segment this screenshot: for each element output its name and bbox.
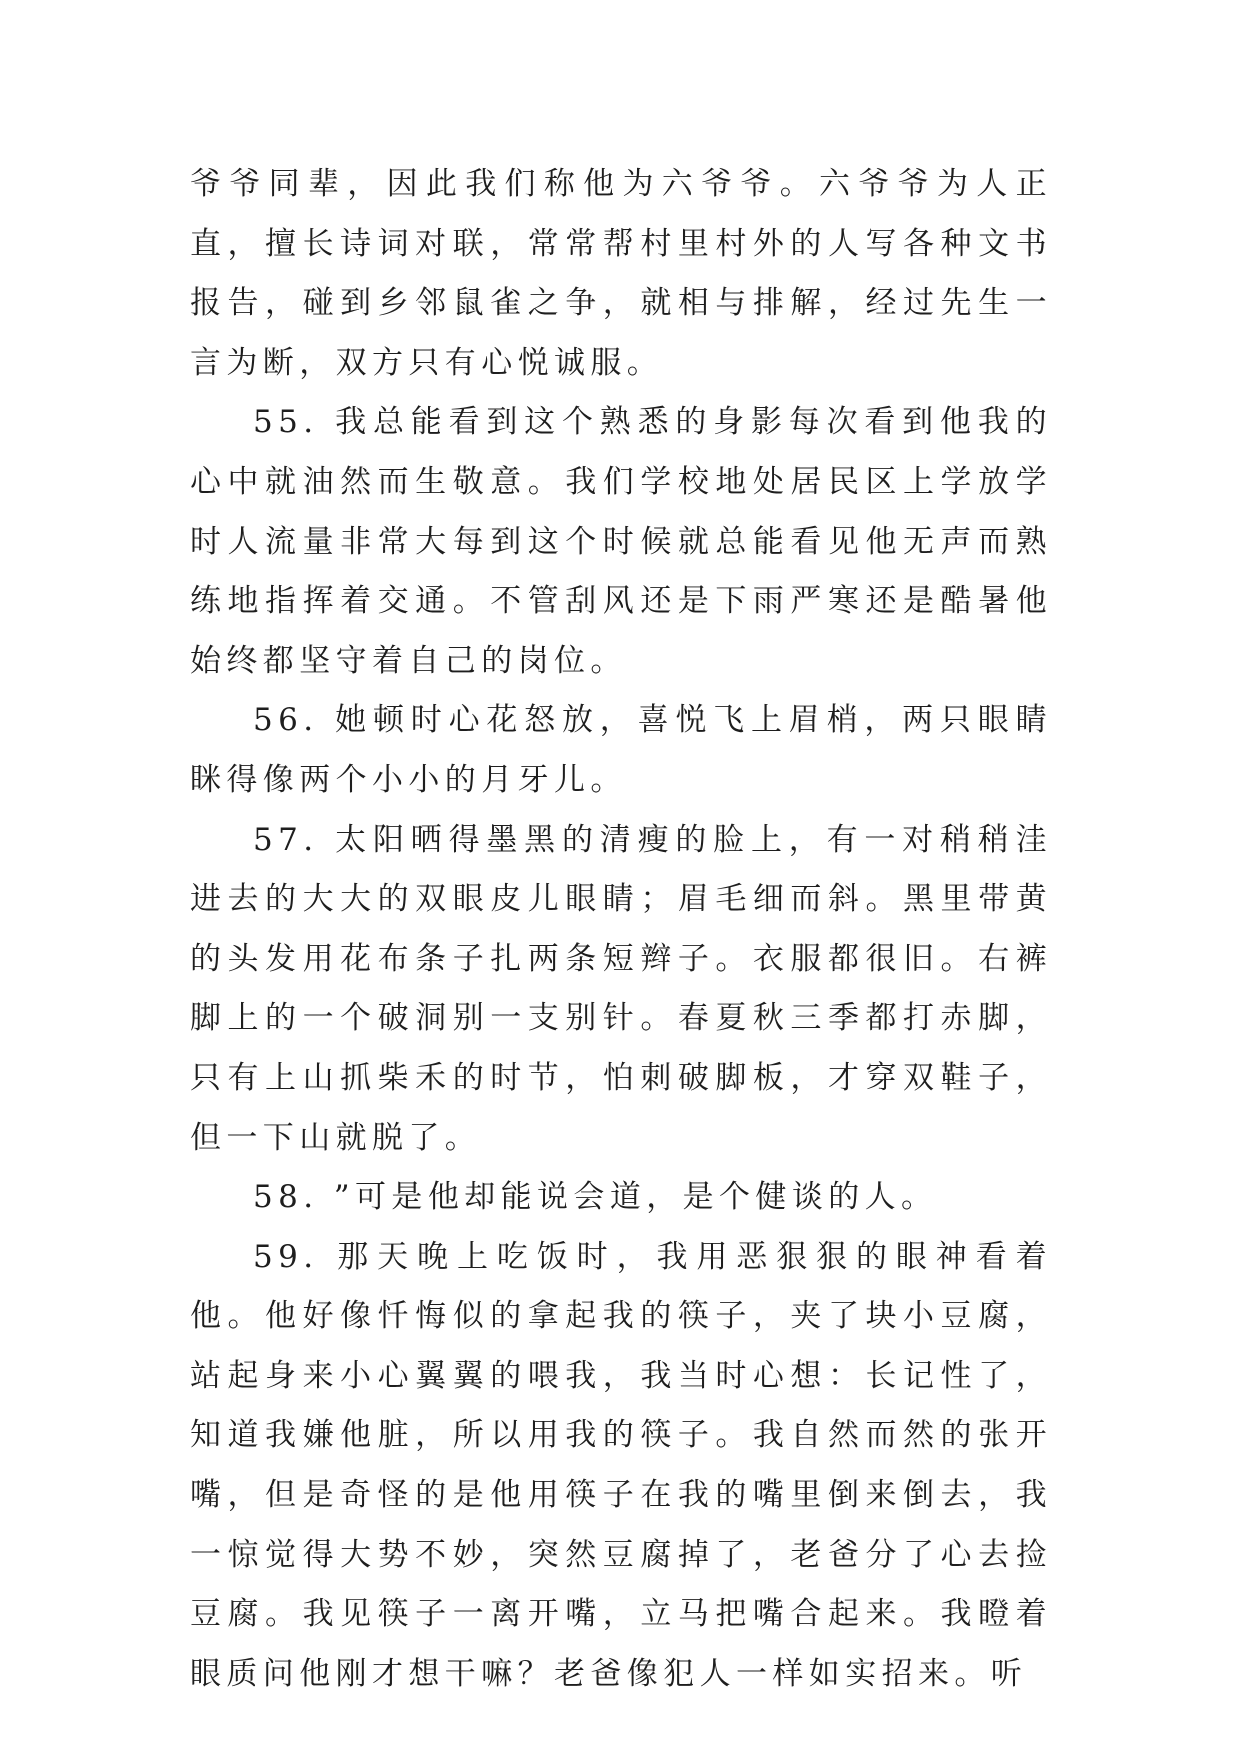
- paragraph-58: [190, 1168, 1052, 1228]
- document-body: [190, 155, 1052, 1704]
- paragraph-text: 太阳晒得墨黑的清瘦的脸上，有一对稍稍洼进去的大大的双眼皮儿眼睛；眉毛细而斜。黑里带黄的头发用花布条子扎两条短辫子。衣服都很旧。右裤脚上的一个破洞别一支别针。春夏秋三季都打赤脚，只有上山抓柴禾的时节，怕刺破脚板，才穿双鞋子，但一下山就脱了。: [190, 821, 1052, 1156]
- paragraph-number: 57.: [253, 821, 319, 858]
- paragraph-59: [190, 1228, 1052, 1705]
- paragraph-continuation: [190, 155, 1052, 393]
- paragraph-text: 那天晚上吃饭时，我用恶狠狠的眼神看着他。他好像忏悔似的拿起我的筷子，夹了块小豆腐，站起身来小心翼翼的喂我，我当时心想：长记性了，知道我嫌他脏，所以用我的筷子。我自然而然的张开嘴，但是奇怪的是他用筷子在我的嘴里倒来倒去，我一惊觉得大势不妙，突然豆腐掉了，老爸分了心去捡豆腐。我见筷子一离开嘴，立马把嘴合起来。我瞪着眼质问他刚才想干嘛？老爸像犯人一样如实招来。听: [190, 1238, 1052, 1692]
- paragraph-56: [190, 691, 1052, 810]
- paragraph-text: 她顿时心花怒放，喜悦飞上眉梢，两只眼睛眯得像两个小小的月牙儿。: [190, 702, 1052, 798]
- paragraph-57: [190, 811, 1052, 1169]
- paragraph-number: 58.: [253, 1179, 319, 1216]
- paragraph-text: 我总能看到这个熟悉的身影每次看到他我的心中就油然而生敬意。我们学校地处居民区上学放学时人流量非常大每到这个时候就总能看见他无声而熟练地指挥着交通。不管刮风还是下雨严寒还是酷暑他始终都坚守着自己的岗位。: [190, 404, 1052, 679]
- paragraph-number: 55.: [253, 404, 319, 441]
- paragraph-number: 56.: [253, 702, 319, 739]
- paragraph-55: [190, 393, 1052, 691]
- paragraph-text: 爷爷同辈，因此我们称他为六爷爷。六爷爷为人正直，擅长诗词对联，常常帮村里村外的人写各种文书报告，碰到乡邻鼠雀之争，就相与排解，经过先生一言为断，双方只有心悦诚服。: [190, 166, 1052, 381]
- paragraph-text: ”可是他却能说会道，是个健谈的人。: [333, 1179, 938, 1216]
- paragraph-number: 59.: [253, 1238, 319, 1275]
